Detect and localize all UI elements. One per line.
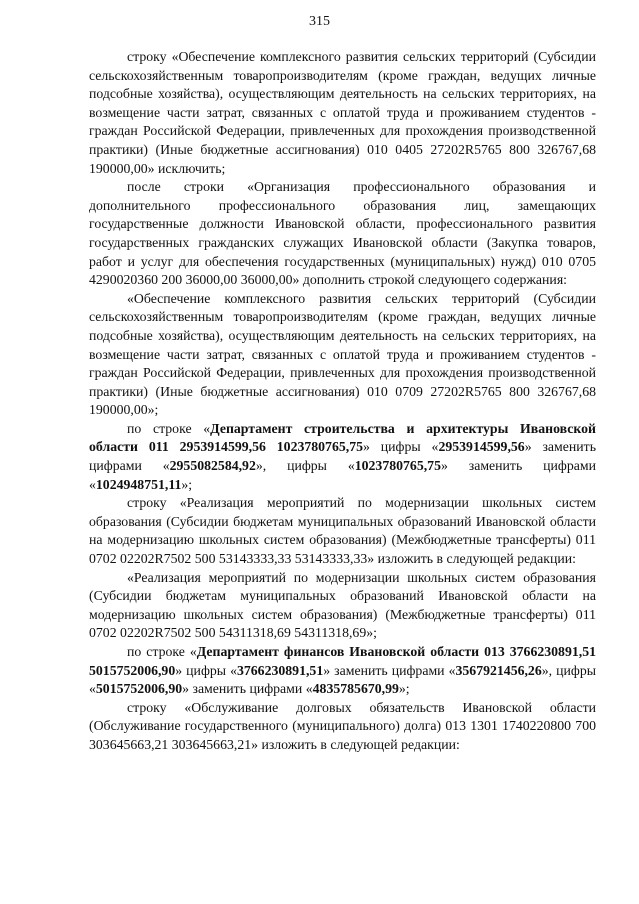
paragraph-construction-department-amendment (89, 420, 596, 494)
text-fragment: »; (398, 681, 410, 697)
old-amount: 3766230891,51 (236, 662, 324, 678)
paragraph-school-modernization-old: строку «Реализация мероприятий по модернизации школьных систем образования (Субсидии бюджетам муниципальных образований Ивановской области на модернизацию школьных систем образования) (Межбюджетные трансферты) 011 0702 02202R7502 500 53143333,33 53143333,33» изложить в следующей редакции: (89, 495, 596, 567)
text-fragment: » заменить цифрами « (89, 458, 596, 492)
text-fragment: » цифры « (175, 662, 237, 678)
text-fragment: » заменить цифрами « (89, 439, 596, 474)
paragraph-school-modernization-new: «Реализация мероприятий по модернизации школьных систем образования (Субсидии бюджетам муниципальных образований Ивановской области на модернизацию школьных систем образования) (Межбюджетные трансферты) 011 0702 02202R7502 500 54311318,69 54311318,69»; (89, 569, 596, 641)
text-fragment: » заменить цифрами « (182, 681, 313, 697)
new-amount: 3567921456,26 (455, 662, 542, 678)
new-amount: 2955082584,92 (169, 458, 256, 474)
paragraph-debt-service: строку «Обслуживание долговых обязательств Ивановской области (Обслуживание государственного (муниципального) долга) 013 1301 1740220800 700 303645663,21 303645663,21» изложить в следующей редакции: (89, 699, 596, 752)
text-fragment: », цифры « (255, 458, 355, 474)
old-amount: 5015752006,90 (95, 681, 183, 697)
text-fragment: » заменить цифрами « (323, 662, 456, 678)
new-amount: 4835785670,99 (312, 681, 399, 697)
department-line: Департамент финансов Ивановской области 013 3766230891,51 5015752006,90 (89, 644, 596, 678)
new-amount: 1024948751,11 (95, 476, 182, 492)
paragraph-finance-department-amendment (89, 643, 596, 699)
old-amount: 1023780765,75 (354, 458, 441, 474)
text-fragment: »; (181, 476, 193, 492)
text-fragment: по строке « (127, 644, 197, 659)
document-body (89, 48, 596, 755)
paragraph-after-professional-education: после строки «Организация профессионального образования и дополнительного профессионального образования лиц, замещающих государственные должности Ивановской области, профессионального развития государственных гражданских служащих Ивановской области (Закупка товаров, работ и услуг для обеспечения государственных (муниципальных) нужд) 010 0705 4290020360 200 36000,00 36000,00» дополнить строкой следующего содержания: (89, 179, 596, 288)
old-amount: 2953914599,56 (438, 439, 525, 455)
paragraph-new-rural-development-line: «Обеспечение комплексного развития сельских территорий (Субсидии сельскохозяйственным товаропроизводителям (кроме граждан, ведущих личные подсобные хозяйства), осуществляющим деятельность на сельских территориях, на возмещение части затрат, связанных с оплатой труда и проживанием студентов - граждан Российской Федерации, привлеченных для прохождения производственной практики) (Иные бюджетные ассигнования) 010 0709 27202R5765 800 326767,68 190000,00»; (89, 290, 596, 418)
text-fragment: », цифры « (89, 662, 596, 697)
page-number: 315 (309, 14, 330, 29)
text-fragment: по строке « (127, 420, 211, 436)
department-line: Департамент строительства и архитектуры Ивановской области 011 2953914599,56 1023780765,75 (89, 420, 596, 455)
paragraph-exclude-rural-development: строку «Обеспечение комплексного развития сельских территорий (Субсидии сельскохозяйственным товаропроизводителям (кроме граждан, ведущих личные подсобные хозяйства), осуществляющим деятельность на сельских территориях, на возмещение части затрат, связанных с оплатой труда и проживанием студентов - граждан Российской Федерации, привлеченных для прохождения производственной практики) (Иные бюджетные ассигнования) 010 0405 27202R5765 800 326767,68 190000,00» исключить; (89, 49, 596, 176)
text-fragment: » цифры « (363, 439, 439, 455)
